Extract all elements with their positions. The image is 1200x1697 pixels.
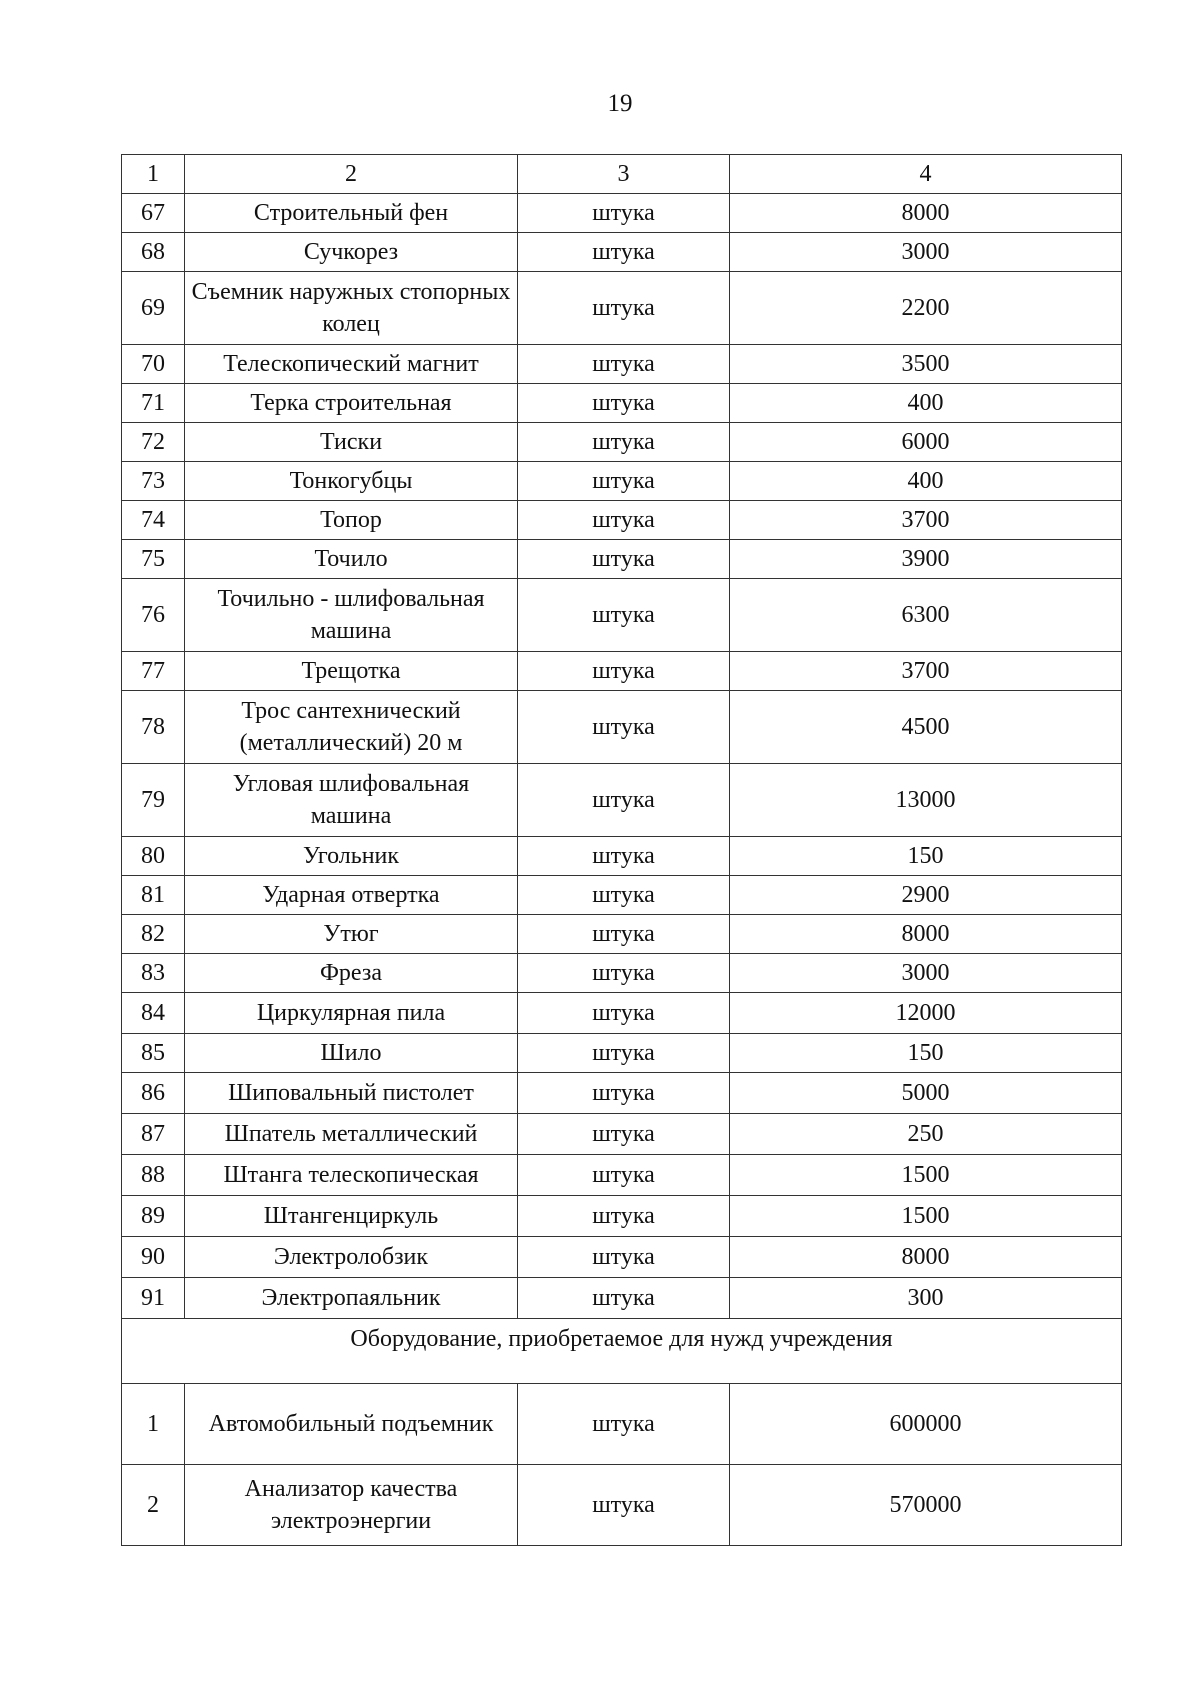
row-number: 76	[122, 579, 185, 652]
row-number: 91	[122, 1278, 185, 1319]
section-title: Оборудование, приобретаемое для нужд учреждения	[122, 1319, 1122, 1384]
row-number: 84	[122, 993, 185, 1034]
row-number: 68	[122, 233, 185, 272]
unit-cell: штука	[518, 876, 730, 915]
row-number: 83	[122, 954, 185, 993]
row-number: 87	[122, 1114, 185, 1155]
price-cell: 570000	[730, 1465, 1122, 1546]
item-name: Угольник	[185, 837, 518, 876]
table-row	[122, 837, 1122, 876]
price-cell: 3700	[730, 501, 1122, 540]
price-cell: 2900	[730, 876, 1122, 915]
row-number: 69	[122, 272, 185, 345]
item-name: Съемник наружных стопорных колец	[185, 272, 518, 345]
price-cell: 400	[730, 384, 1122, 423]
item-name: Шпатель металлический	[185, 1114, 518, 1155]
price-cell: 4500	[730, 691, 1122, 764]
table-row	[122, 272, 1122, 345]
row-number: 67	[122, 194, 185, 233]
unit-cell: штука	[518, 1155, 730, 1196]
item-name: Штангенциркуль	[185, 1196, 518, 1237]
item-name: Трос сантехнический (металлический) 20 м	[185, 691, 518, 764]
item-name: Терка строительная	[185, 384, 518, 423]
row-number: 88	[122, 1155, 185, 1196]
header-cell: 4	[730, 155, 1122, 194]
header-cell: 1	[122, 155, 185, 194]
price-table	[121, 154, 1122, 1546]
row-number: 73	[122, 462, 185, 501]
item-name: Телескопический магнит	[185, 345, 518, 384]
price-cell: 150	[730, 837, 1122, 876]
price-cell: 12000	[730, 993, 1122, 1034]
item-name: Строительный фен	[185, 194, 518, 233]
row-number: 90	[122, 1237, 185, 1278]
item-name: Топор	[185, 501, 518, 540]
table-row	[122, 652, 1122, 691]
item-name: Шиповальный пистолет	[185, 1073, 518, 1114]
unit-cell: штука	[518, 233, 730, 272]
table-row	[122, 423, 1122, 462]
table-row	[122, 1034, 1122, 1073]
price-cell: 6000	[730, 423, 1122, 462]
page-number: 19	[607, 90, 633, 117]
unit-cell: штука	[518, 915, 730, 954]
item-name: Электролобзик	[185, 1237, 518, 1278]
unit-cell: штука	[518, 345, 730, 384]
item-name: Тиски	[185, 423, 518, 462]
unit-cell: штука	[518, 194, 730, 233]
row-number: 89	[122, 1196, 185, 1237]
table-row	[122, 194, 1122, 233]
price-cell: 8000	[730, 194, 1122, 233]
row-number: 71	[122, 384, 185, 423]
unit-cell: штука	[518, 1114, 730, 1155]
price-cell: 1500	[730, 1196, 1122, 1237]
table-row	[122, 233, 1122, 272]
table-row	[122, 345, 1122, 384]
table-row	[122, 384, 1122, 423]
row-number: 2	[122, 1465, 185, 1546]
price-cell: 150	[730, 1034, 1122, 1073]
table-row	[122, 915, 1122, 954]
price-cell: 13000	[730, 764, 1122, 837]
row-number: 81	[122, 876, 185, 915]
unit-cell: штука	[518, 1196, 730, 1237]
unit-cell: штука	[518, 579, 730, 652]
unit-cell: штука	[518, 954, 730, 993]
unit-cell: штука	[518, 540, 730, 579]
section-row	[122, 1319, 1122, 1384]
unit-cell: штука	[518, 384, 730, 423]
price-cell: 8000	[730, 915, 1122, 954]
unit-cell: штука	[518, 1278, 730, 1319]
unit-cell: штука	[518, 1237, 730, 1278]
item-name: Штанга телескопическая	[185, 1155, 518, 1196]
price-cell: 6300	[730, 579, 1122, 652]
unit-cell: штука	[518, 462, 730, 501]
table-row	[122, 1465, 1122, 1546]
table-row	[122, 691, 1122, 764]
item-name: Анализатор качества электроэнергии	[185, 1465, 518, 1546]
table-row	[122, 540, 1122, 579]
row-number: 72	[122, 423, 185, 462]
table-row	[122, 1155, 1122, 1196]
item-name: Точильно - шлифовальная машина	[185, 579, 518, 652]
table-row	[122, 1237, 1122, 1278]
item-name: Ударная отвертка	[185, 876, 518, 915]
unit-cell: штука	[518, 837, 730, 876]
price-cell: 8000	[730, 1237, 1122, 1278]
unit-cell: штука	[518, 652, 730, 691]
price-cell: 300	[730, 1278, 1122, 1319]
price-cell: 3000	[730, 233, 1122, 272]
price-cell: 600000	[730, 1384, 1122, 1465]
item-name: Фреза	[185, 954, 518, 993]
unit-cell: штука	[518, 1073, 730, 1114]
table-row	[122, 1384, 1122, 1465]
unit-cell: штука	[518, 1465, 730, 1546]
unit-cell: штука	[518, 993, 730, 1034]
table-row	[122, 993, 1122, 1034]
row-number: 82	[122, 915, 185, 954]
price-cell: 3700	[730, 652, 1122, 691]
price-cell: 5000	[730, 1073, 1122, 1114]
unit-cell: штука	[518, 1034, 730, 1073]
row-number: 75	[122, 540, 185, 579]
table-row	[122, 1073, 1122, 1114]
price-cell: 2200	[730, 272, 1122, 345]
row-number: 77	[122, 652, 185, 691]
table-header-row	[122, 155, 1122, 194]
row-number: 74	[122, 501, 185, 540]
table-row	[122, 954, 1122, 993]
unit-cell: штука	[518, 423, 730, 462]
table-row	[122, 1196, 1122, 1237]
row-number: 78	[122, 691, 185, 764]
price-cell: 400	[730, 462, 1122, 501]
price-cell: 250	[730, 1114, 1122, 1155]
price-cell: 3000	[730, 954, 1122, 993]
price-cell: 3900	[730, 540, 1122, 579]
header-cell: 3	[518, 155, 730, 194]
row-number: 1	[122, 1384, 185, 1465]
item-name: Точило	[185, 540, 518, 579]
price-cell: 1500	[730, 1155, 1122, 1196]
item-name: Трещотка	[185, 652, 518, 691]
unit-cell: штука	[518, 272, 730, 345]
item-name: Автомобильный подъемник	[185, 1384, 518, 1465]
item-name: Тонкогубцы	[185, 462, 518, 501]
table-row	[122, 462, 1122, 501]
row-number: 86	[122, 1073, 185, 1114]
item-name: Электропаяльник	[185, 1278, 518, 1319]
item-name: Шило	[185, 1034, 518, 1073]
row-number: 70	[122, 345, 185, 384]
table-row	[122, 1278, 1122, 1319]
item-name: Угловая шлифовальная машина	[185, 764, 518, 837]
table-row	[122, 501, 1122, 540]
item-name: Утюг	[185, 915, 518, 954]
table-row	[122, 764, 1122, 837]
table-row	[122, 1114, 1122, 1155]
item-name: Сучкорез	[185, 233, 518, 272]
table-row	[122, 579, 1122, 652]
header-cell: 2	[185, 155, 518, 194]
row-number: 80	[122, 837, 185, 876]
unit-cell: штука	[518, 1384, 730, 1465]
item-name: Циркулярная пила	[185, 993, 518, 1034]
table-row	[122, 876, 1122, 915]
row-number: 85	[122, 1034, 185, 1073]
unit-cell: штука	[518, 764, 730, 837]
unit-cell: штука	[518, 501, 730, 540]
row-number: 79	[122, 764, 185, 837]
price-cell: 3500	[730, 345, 1122, 384]
unit-cell: штука	[518, 691, 730, 764]
